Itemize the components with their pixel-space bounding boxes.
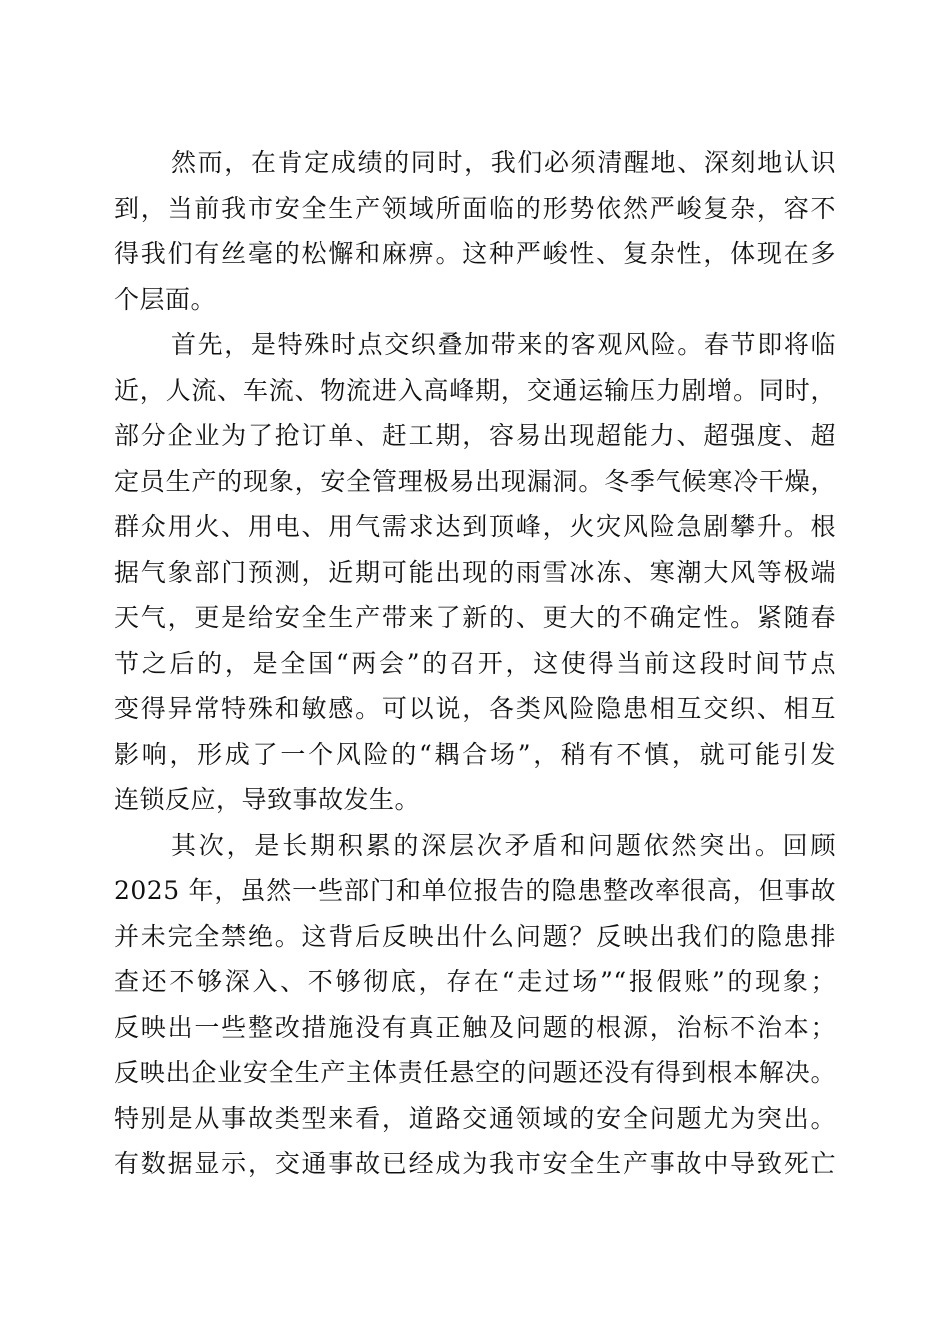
paragraph-3-line-7: 特别是从事故类型来看，道路交通领域的安全问题尤为突出。 — [114, 1103, 836, 1133]
paragraph-2-line-10: 影响，形成了一个风险的“耦合场”，稍有不慎，就可能引发 — [114, 739, 836, 769]
paragraph-3-line-3: 并未完全禁绝。这背后反映出什么问题？反映出我们的隐患排 — [114, 921, 836, 951]
paragraph-2-line-9: 变得异常特殊和敏感。可以说，各类风险隐患相互交织、相互 — [114, 694, 836, 723]
paragraph-1-line-2: 到，当前我市安全生产领域所面临的形势依然严峻复杂，容不 — [114, 193, 836, 223]
paragraph-3-line-2: 2025 年，虽然一些部门和单位报告的隐患整改率很高，但事故 — [114, 876, 836, 905]
paragraph-3-line-5: 反映出一些整改措施没有真正触及问题的根源，治标不治本； — [114, 1012, 836, 1042]
paragraph-1-line-3: 得我们有丝毫的松懈和麻痹。这种严峻性、复杂性，体现在多 — [114, 239, 836, 268]
paragraph-2-line-8: 节之后的，是全国“两会”的召开，这使得当前这段时间节点 — [114, 648, 836, 678]
paragraph-2-line-7: 天气，更是给安全生产带来了新的、更大的不确定性。紧随春 — [114, 603, 836, 632]
paragraph-1-line-4: 个层面。 — [114, 284, 217, 314]
paragraph-3-line-4: 查还不够深入、不够彻底，存在“走过场”“报假账”的现象； — [114, 967, 836, 996]
paragraph-2-line-3: 部分企业为了抢订单、赶工期，容易出现超能力、超强度、超 — [114, 421, 836, 450]
paragraph-2-line-1: 首先，是特殊时点交织叠加带来的客观风险。春节即将临 — [171, 330, 836, 359]
paragraph-1-line-1: 然而，在肯定成绩的同时，我们必须清醒地、深刻地认识 — [171, 148, 836, 177]
body-text — [114, 140, 836, 1187]
paragraph-3-line-8: 有数据显示，交通事故已经成为我市安全生产事故中导致死亡 — [114, 1149, 836, 1178]
paragraph-2-line-5: 群众用火、用电、用气需求达到顶峰，火灾风险急剧攀升。根 — [114, 512, 836, 541]
paragraph-3-line-1: 其次，是长期积累的深层次矛盾和问题依然突出。回顾 — [171, 830, 836, 860]
paragraph-2-line-11: 连锁反应，导致事故发生。 — [114, 785, 421, 814]
paragraph-3-line-6: 反映出企业安全生产主体责任悬空的问题还没有得到根本解决。 — [114, 1058, 836, 1087]
paragraph-2-line-4: 定员生产的现象，安全管理极易出现漏洞。冬季气候寒冷干燥， — [114, 466, 836, 496]
paragraph-2-line-6: 据气象部门预测，近期可能出现的雨雪冰冻、寒潮大风等极端 — [114, 557, 836, 587]
paragraph-2-line-2: 近，人流、车流、物流进入高峰期，交通运输压力剧增。同时， — [114, 375, 836, 405]
